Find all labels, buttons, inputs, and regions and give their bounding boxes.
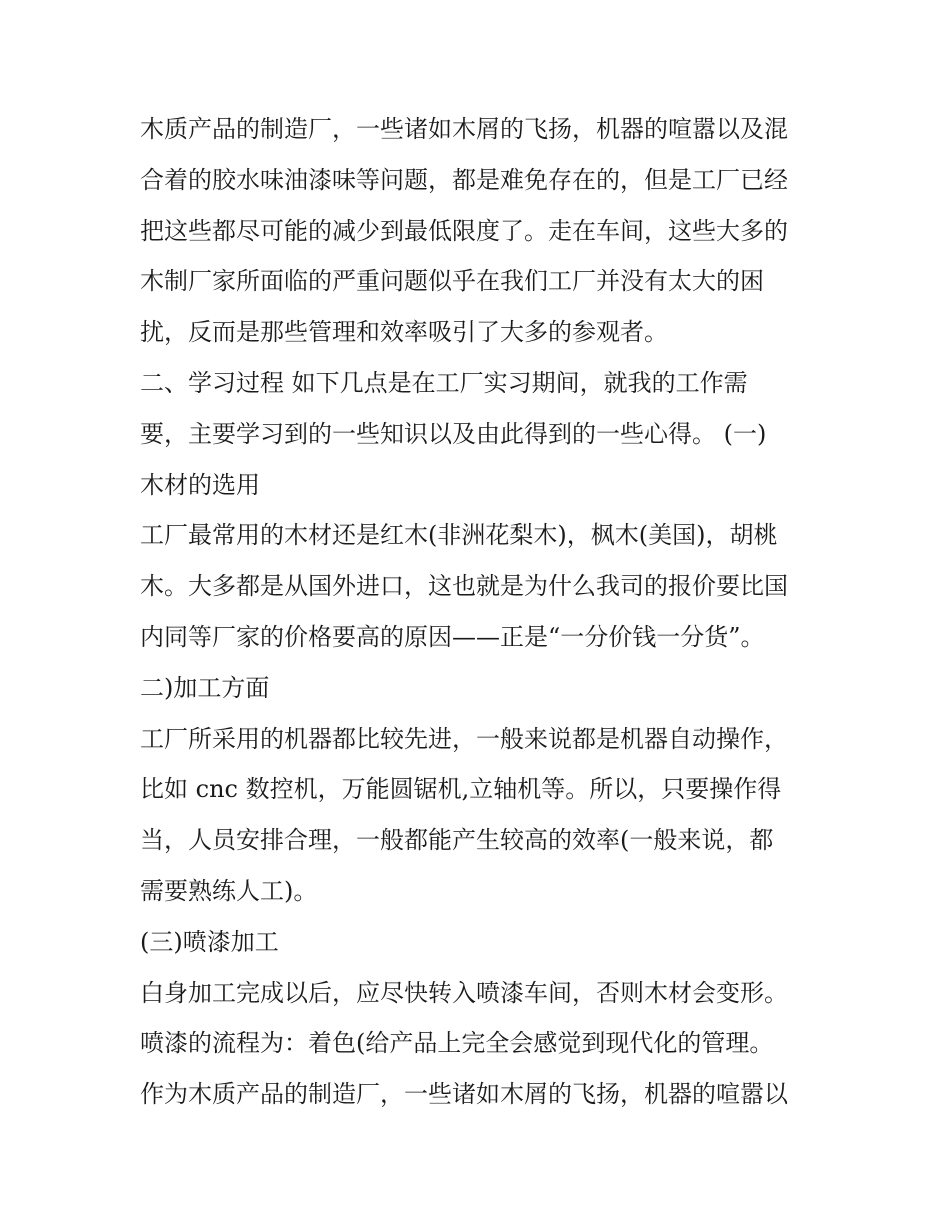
text-line: 木质产品的制造厂，一些诸如木屑的飞扬，机器的喧嚣以及混 (140, 115, 788, 143)
text-line: 木。大多都是从国外进口，这也就是为什么我司的报价要比国 (140, 572, 788, 601)
document-page (140, 104, 820, 1120)
text-line: 比如 cnc 数控机，万能圆锯机,立轴机等。所以，只要操作得 (140, 775, 782, 804)
section-heading-line: 二、学习过程 如下几点是在工厂实习期间，就我的工作需 (140, 368, 748, 397)
text-line: 木制厂家所面临的严重问题似乎在我们工厂并没有太大的困 (140, 267, 764, 296)
text-line: 工厂所采用的机器都比较先进，一般来说都是机器自动操作， (140, 724, 788, 753)
text-line: 需要熟练人工)。 (140, 876, 318, 905)
subsection-heading: 二)加工方面 (140, 673, 270, 702)
text-line: 把这些都尽可能的减少到最低限度了。走在车间，这些大多的 (140, 216, 788, 245)
subsection-heading: 木材的选用 (140, 470, 260, 499)
text-line: 合着的胶水味油漆味等问题，都是难免存在的，但是工厂已经 (140, 165, 788, 194)
text-line: 作为木质产品的制造厂，一些诸如木屑的飞扬，机器的喧嚣以 (140, 1080, 788, 1109)
text-line: 内同等厂家的价格要高的原因——正是“一分价钱一分货”。 (140, 622, 765, 651)
text-line: 喷漆的流程为：着色(给产品上完全会感觉到现代化的管理。 (140, 1029, 774, 1058)
text-line: 白身加工完成以后，应尽快转入喷漆车间，否则木材会变形。 (140, 978, 788, 1007)
text-line: 要，主要学习到的一些知识以及由此得到的一些心得。 (一) (140, 419, 767, 448)
text-line: 工厂最常用的木材还是红木(非洲花梨木)，枫木(美国)，胡桃 (140, 521, 778, 550)
subsection-heading: (三)喷漆加工 (140, 927, 279, 956)
text-line: 扰，反而是那些管理和效率吸引了大多的参观者。 (140, 318, 668, 347)
text-line: 当，人员安排合理，一般都能产生较高的效率(一般来说，都 (140, 826, 774, 855)
